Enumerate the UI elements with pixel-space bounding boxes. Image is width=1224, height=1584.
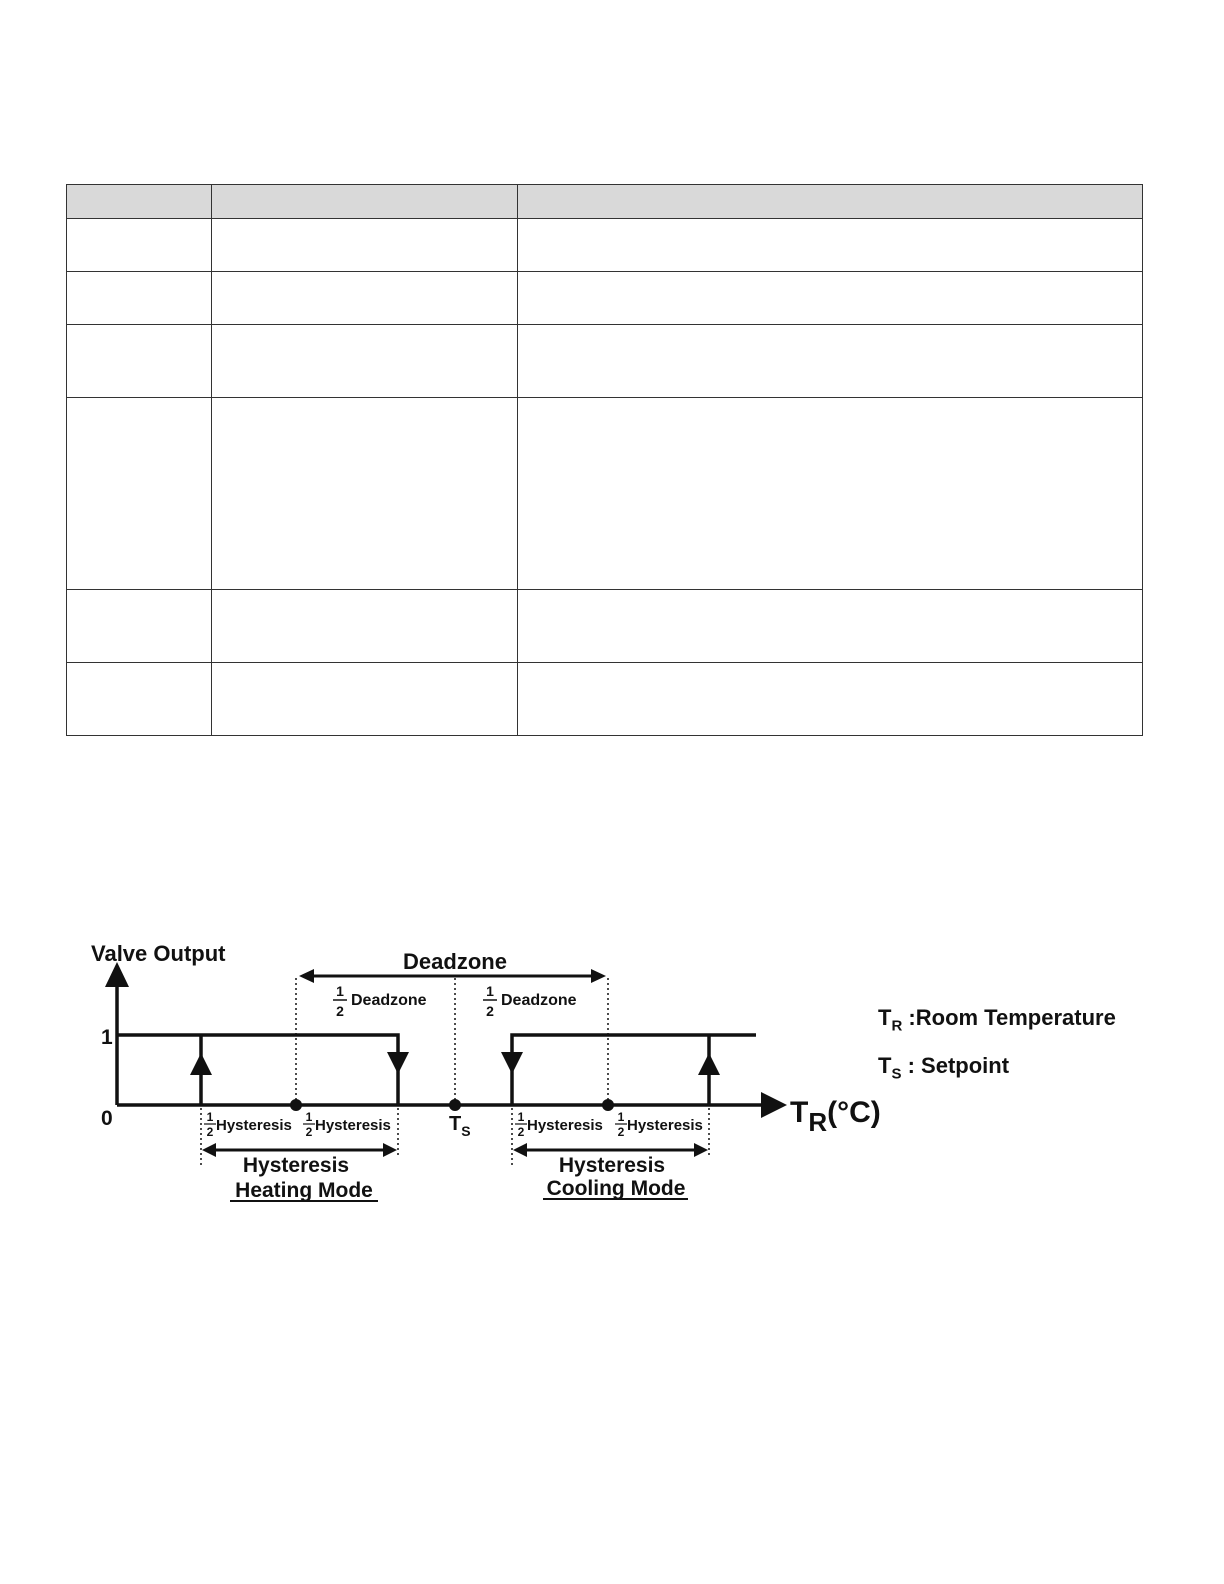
svg-text:2: 2	[617, 1125, 625, 1139]
svg-text:1: 1	[517, 1110, 525, 1124]
setpoint-point	[449, 1099, 461, 1111]
half-hysteresis-heating-left	[204, 1110, 292, 1139]
x-axis-label: TR(°C)	[790, 1096, 881, 1137]
cooling-mode-curve	[512, 1035, 756, 1105]
y-axis-label: Valve Output	[91, 941, 226, 966]
table-cell	[518, 590, 1143, 663]
table-cell	[67, 663, 212, 736]
table-cell	[67, 325, 212, 398]
table-header-cell	[67, 185, 212, 219]
table-cell	[212, 663, 518, 736]
legend-room-temperature	[878, 1005, 1116, 1034]
svg-text:Hysteresis: Hysteresis	[627, 1117, 703, 1134]
svg-text:1: 1	[336, 983, 344, 999]
table-row	[67, 663, 1143, 736]
cooling-rise-arrow	[698, 1053, 720, 1075]
table-cell	[518, 398, 1143, 590]
svg-text:Hysteresis: Hysteresis	[527, 1117, 603, 1134]
cooling-mode-label: Cooling Mode	[546, 1177, 686, 1200]
table-row	[67, 219, 1143, 272]
table-cell	[212, 590, 518, 663]
svg-text:Hysteresis: Hysteresis	[216, 1117, 292, 1134]
half-deadzone-left	[333, 983, 427, 1019]
svg-text:1: 1	[617, 1110, 625, 1124]
table-row	[67, 590, 1143, 663]
legend-ts-symbol: T	[878, 1053, 892, 1078]
cooling-center-point	[602, 1099, 614, 1111]
legend-tr-text: :Room Temperature	[908, 1005, 1116, 1030]
table-cell	[518, 663, 1143, 736]
table-cell	[212, 272, 518, 325]
valve-output-diagram	[0, 920, 903, 1220]
deadzone-label: Deadzone	[403, 949, 507, 974]
svg-text:2: 2	[517, 1125, 525, 1139]
svg-text:2: 2	[336, 1003, 344, 1019]
svg-text:Hysteresis: Hysteresis	[315, 1117, 391, 1134]
svg-text:1: 1	[206, 1110, 214, 1124]
svg-text:2: 2	[486, 1003, 494, 1019]
svg-text:1: 1	[486, 983, 494, 999]
table-cell	[212, 219, 518, 272]
table-header-cell	[518, 185, 1143, 219]
half-hysteresis-cooling-right	[615, 1110, 703, 1139]
heating-center-point	[290, 1099, 302, 1111]
table-cell	[518, 272, 1143, 325]
heating-fall-arrow	[387, 1052, 409, 1074]
table-cell	[518, 325, 1143, 398]
svg-text:2: 2	[305, 1125, 313, 1139]
legend-setpoint	[878, 1053, 1009, 1082]
cooling-hysteresis-label: Hysteresis	[558, 1154, 666, 1177]
y-tick-0: 0	[101, 1107, 113, 1130]
half-hysteresis-cooling-left	[515, 1110, 603, 1139]
heating-rise-arrow	[190, 1053, 212, 1075]
legend-tr-sub: R	[891, 1017, 903, 1035]
table-row	[67, 325, 1143, 398]
cooling-fall-arrow	[501, 1052, 523, 1074]
table-cell	[67, 398, 212, 590]
table-cell	[67, 219, 212, 272]
svg-text:Deadzone: Deadzone	[501, 992, 577, 1009]
half-hysteresis-heating-right	[303, 1110, 391, 1139]
table-cell	[518, 219, 1143, 272]
data-table	[66, 184, 1143, 736]
table-cell	[212, 325, 518, 398]
svg-text:Deadzone: Deadzone	[351, 992, 427, 1009]
table-header-row	[67, 185, 1143, 219]
setpoint-label: $T_S$	[449, 1113, 471, 1139]
heating-hysteresis-label: Hysteresis	[242, 1154, 350, 1177]
table-cell	[67, 590, 212, 663]
table-row	[67, 272, 1143, 325]
svg-text:1: 1	[305, 1110, 313, 1124]
svg-text:2: 2	[206, 1125, 214, 1139]
table-cell	[67, 272, 212, 325]
heating-mode-curve	[117, 1035, 398, 1105]
legend-ts-sub: S	[891, 1065, 902, 1083]
guide-lines	[201, 978, 709, 1165]
table-cell	[212, 398, 518, 590]
half-deadzone-right	[483, 983, 577, 1019]
legend-tr-symbol: T	[878, 1005, 892, 1030]
legend-ts-text: : Setpoint	[907, 1053, 1010, 1078]
y-tick-1: 1	[101, 1026, 113, 1049]
table-header-cell	[212, 185, 518, 219]
table-row	[67, 398, 1143, 590]
heating-mode-label: Heating Mode	[235, 1179, 373, 1202]
